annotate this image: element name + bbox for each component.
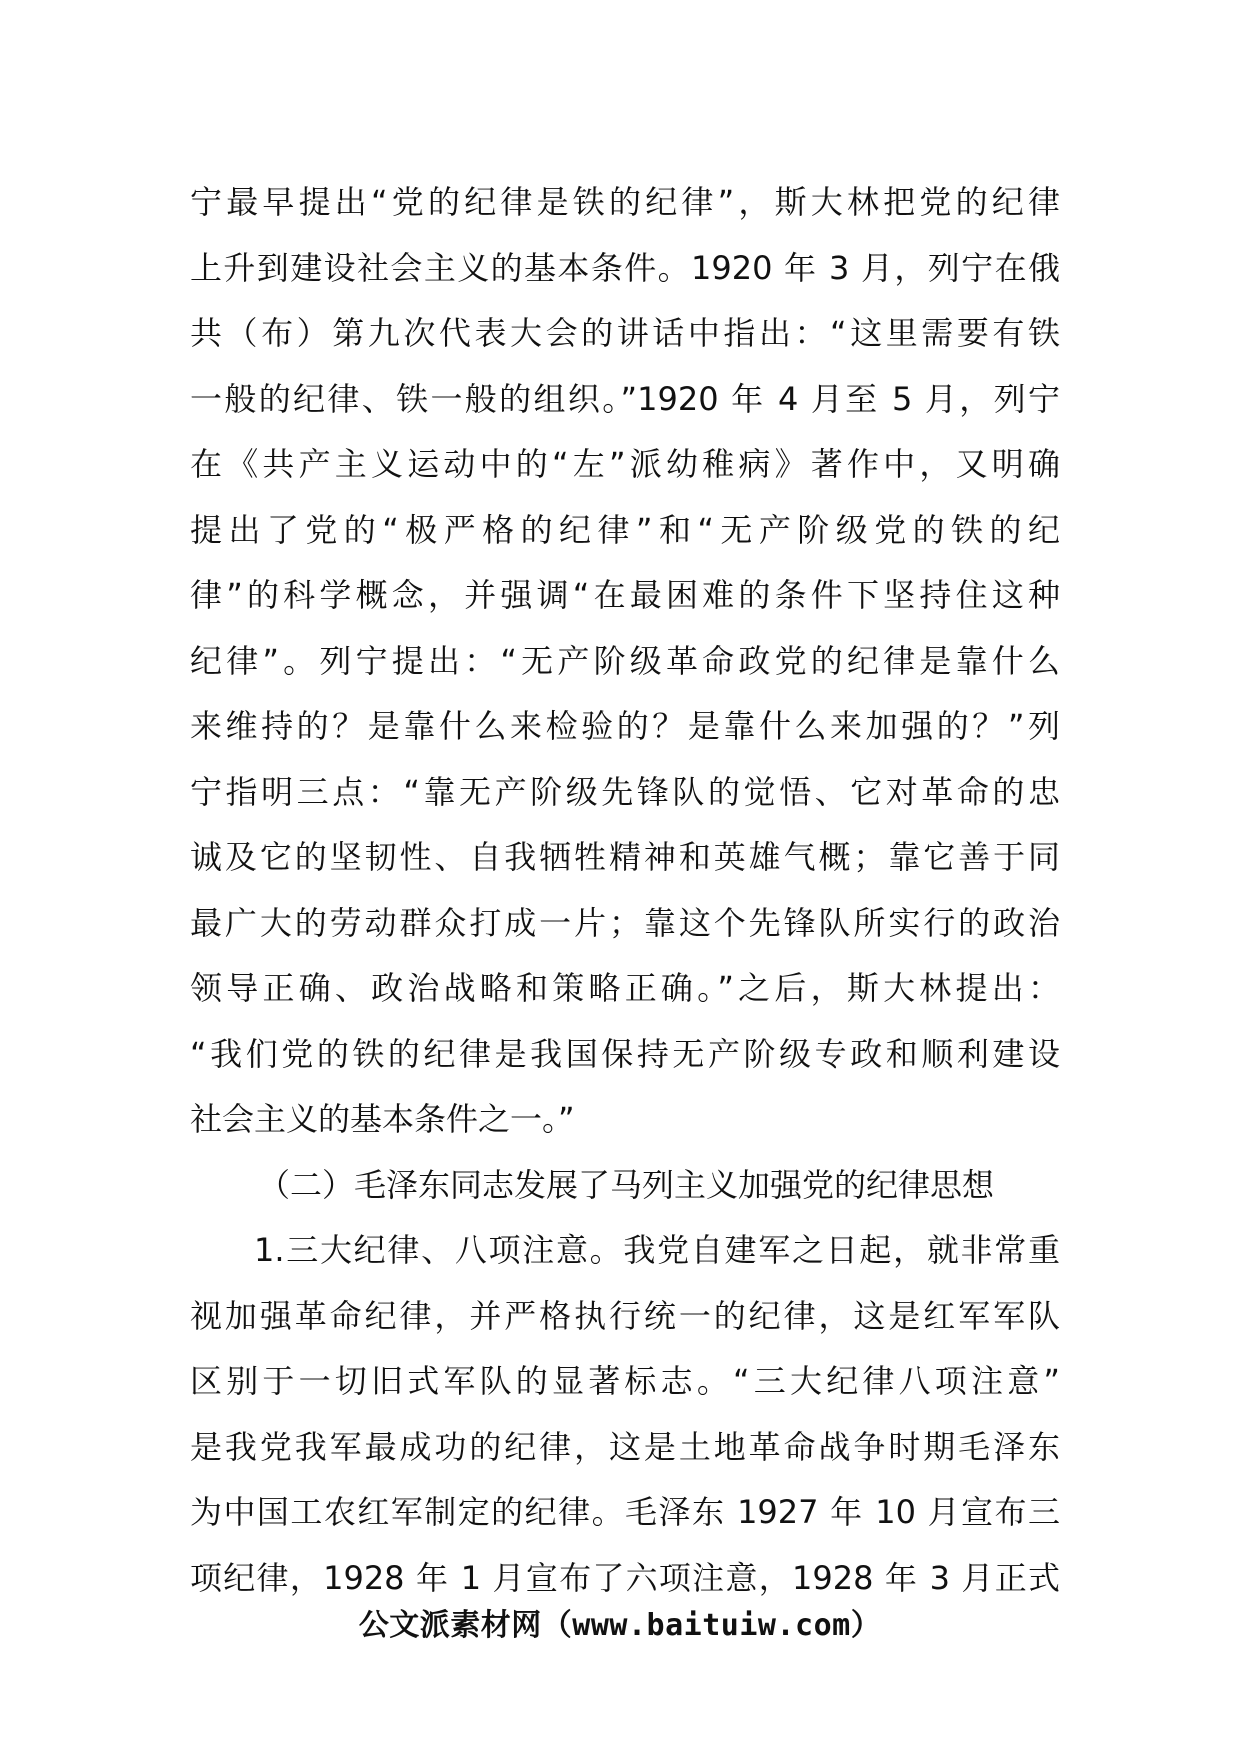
paragraph-line: 宁最早提出“党的纪律是铁的纪律”，斯大林把党的纪律 [190, 183, 1060, 221]
paragraph-line: 领导正确、政治战略和策略正确。”之后，斯大林提出： [190, 969, 1060, 1007]
section-paragraph-line: 区别于一切旧式军队的显著标志。“三大纪律八项注意” [190, 1362, 1060, 1400]
paragraph-line: 提出了党的“极严格的纪律”和“无产阶级党的铁的纪 [190, 510, 1060, 549]
section-paragraph-line: 是我党我军最成功的纪律，这是土地革命战争时期毛泽东 [190, 1427, 1060, 1466]
paragraph-line: “我们党的铁的纪律是我国保持无产阶级专政和顺利建设 [190, 1034, 1060, 1073]
footer-watermark: 公文派素材网（www.baituiw.com） [358, 1608, 882, 1643]
paragraph-line: 最广大的劳动群众打成一片；靠这个先锋队所实行的政治 [190, 903, 1060, 942]
paragraph-line: 来维持的？是靠什么来检验的？是靠什么来加强的？”列 [190, 707, 1060, 745]
body-text [190, 170, 1060, 1611]
paragraph-line: 上升到建设社会主义的基本条件。1920 年 3 月，列宁在俄 [190, 248, 1060, 287]
section-paragraph-line: 视加强革命纪律，并严格执行统一的纪律，这是红军军队 [190, 1296, 1060, 1335]
paragraph-line: 一般的纪律、铁一般的组织。”1920 年 4 月至 5 月，列宁 [190, 379, 1060, 418]
section-paragraph-line: 为中国工农红军制定的纪律。毛泽东 1927 年 10 月宣布三 [190, 1493, 1060, 1531]
paragraph-line: 诚及它的坚韧性、自我牺牲精神和英雄气概；靠它善于同 [190, 838, 1060, 876]
paragraph-line: 律”的科学概念，并强调“在最困难的条件下坚持住这种 [190, 576, 1060, 614]
paragraph-line: 纪律”。列宁提出：“无产阶级革命政党的纪律是靠什么 [190, 641, 1060, 680]
paragraph-line: 宁指明三点：“靠无产阶级先锋队的觉悟、它对革命的忠 [190, 772, 1060, 811]
paragraph-line: 社会主义的基本条件之一。” [190, 1100, 575, 1138]
section-paragraph-line: 项纪律，1928 年 1 月宣布了六项注意，1928 年 3 月正式 [190, 1558, 1060, 1597]
paragraph-line: 共（布）第九次代表大会的讲话中指出：“这里需要有铁 [190, 314, 1060, 352]
section-paragraph-line: 1.三大纪律、八项注意。我党自建军之日起，就非常重 [254, 1231, 1060, 1269]
section-heading: （二）毛泽东同志发展了马列主义加强党的纪律思想 [258, 1165, 995, 1204]
paragraph-line: 在《共产主义运动中的“左”派幼稚病》著作中，又明确 [190, 445, 1060, 483]
